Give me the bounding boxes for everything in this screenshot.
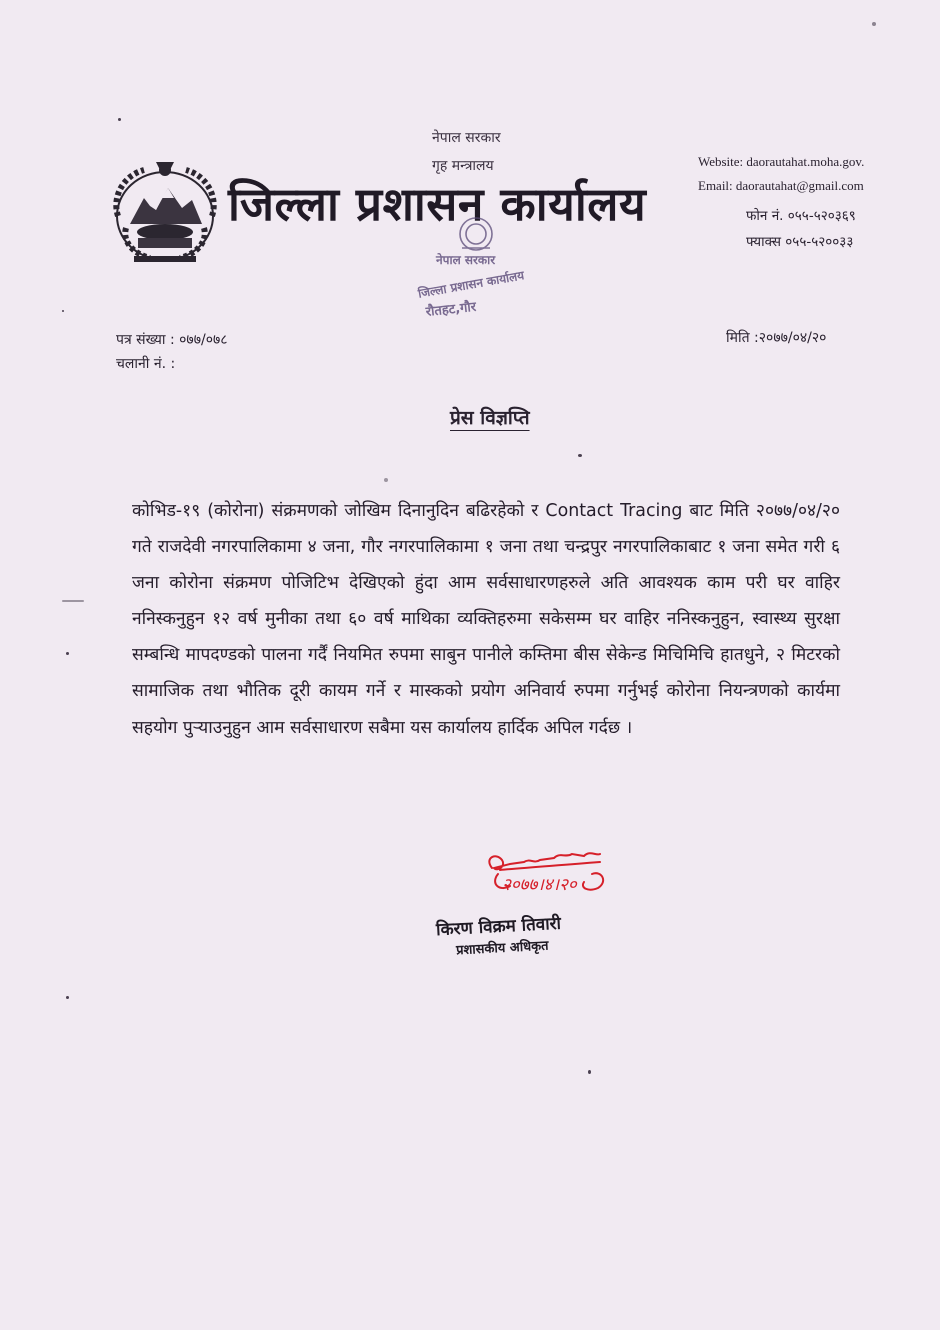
- letter-date: मिति :२०७७/०४/२०: [726, 330, 827, 346]
- office-email: Email: daorautahat@gmail.com: [698, 178, 864, 193]
- government-name: नेपाल सरकार: [432, 130, 501, 146]
- letter-number: पत्र संख्या : ०७७/०७८: [116, 332, 228, 348]
- signatory-name: किरण विक्रम तिवारी: [435, 913, 562, 941]
- dispatch-number: चलानी नं. :: [116, 356, 176, 372]
- office-website: Website: daorautahat.moha.gov.: [698, 154, 865, 169]
- stamp-line-3: रौतहट,गौर: [425, 299, 477, 320]
- office-phone: फोन नं. ०५५-५२०३६९: [746, 208, 856, 224]
- paper-speck: [66, 652, 69, 655]
- paper-speck: [578, 454, 582, 457]
- office-title: जिल्ला प्रशासन कार्यालय: [228, 177, 647, 231]
- handwritten-date: २०७७।४।२०: [502, 875, 577, 895]
- paper-speck: [62, 310, 64, 312]
- paper-speck: [62, 600, 84, 602]
- paper-speck: [384, 478, 388, 482]
- paper-speck: [588, 1070, 591, 1074]
- paper-speck: [872, 22, 876, 26]
- stamp-line-1: नेपाल सरकार: [436, 253, 496, 267]
- office-fax: फ्याक्स ०५५-५२००३३: [746, 234, 854, 250]
- ministry-name: गृह मन्त्रालय: [432, 158, 494, 174]
- paper-speck: [118, 118, 121, 121]
- nepal-emblem-logo: [104, 158, 226, 268]
- office-stamp: [404, 212, 544, 320]
- handwritten-signature: [480, 848, 620, 896]
- notice-heading: प्रेस विज्ञप्ति: [450, 407, 530, 429]
- paper-speck: [66, 996, 69, 999]
- notice-body: कोभिड-१९ (कोरोना) संक्रमणको जोखिम दिनानुदिन बढिरहेको र Contact Tracing बाट मिति २०७७/०४/२० गते राजदेवी नगरपालिकामा ४ जना, गौर नगरपालिकामा १ जना तथा चन्द्रपुर नगरपालिकाबाट १ जना समेत गरी ६ जना कोरोना संक्रमण पोजिटिभ देखिएको हुंदा आम सर्वसाधारणहरुले अति आवश्यक काम परी घर वाहिर ननिस्कनुहुन १२ वर्ष मुनीका तथा ६० वर्ष माथिका व्यक्तिहरुमा सकेसम्म घर वाहिर ननिस्कनुहुन, स्वास्थ्य सुरक्षा सम्बन्धि मापदण्डको पालना गर्दैं नियमित रुपमा साबुन पानीले कम्तिमा बीस सेकेन्ड मिचिमिचि हातधुने, २ मिटरको सामाजिक तथा भौतिक दूरी कायम गर्ने र मास्कको प्रयोग अनिवार्य रुपमा गर्नुभई कोरोना नियन्त्रणको कार्यमा सहयोग पुर्‍याउनुहुन आम सर्वसाधारण सबैमा यस कार्यालय हार्दिक अपिल गर्दछ ।: [132, 501, 840, 738]
- stamp-line-2: जिल्ला प्रशासन कार्यालय: [416, 268, 526, 301]
- signatory-title: प्रशासकीय अधिकृत: [455, 938, 549, 959]
